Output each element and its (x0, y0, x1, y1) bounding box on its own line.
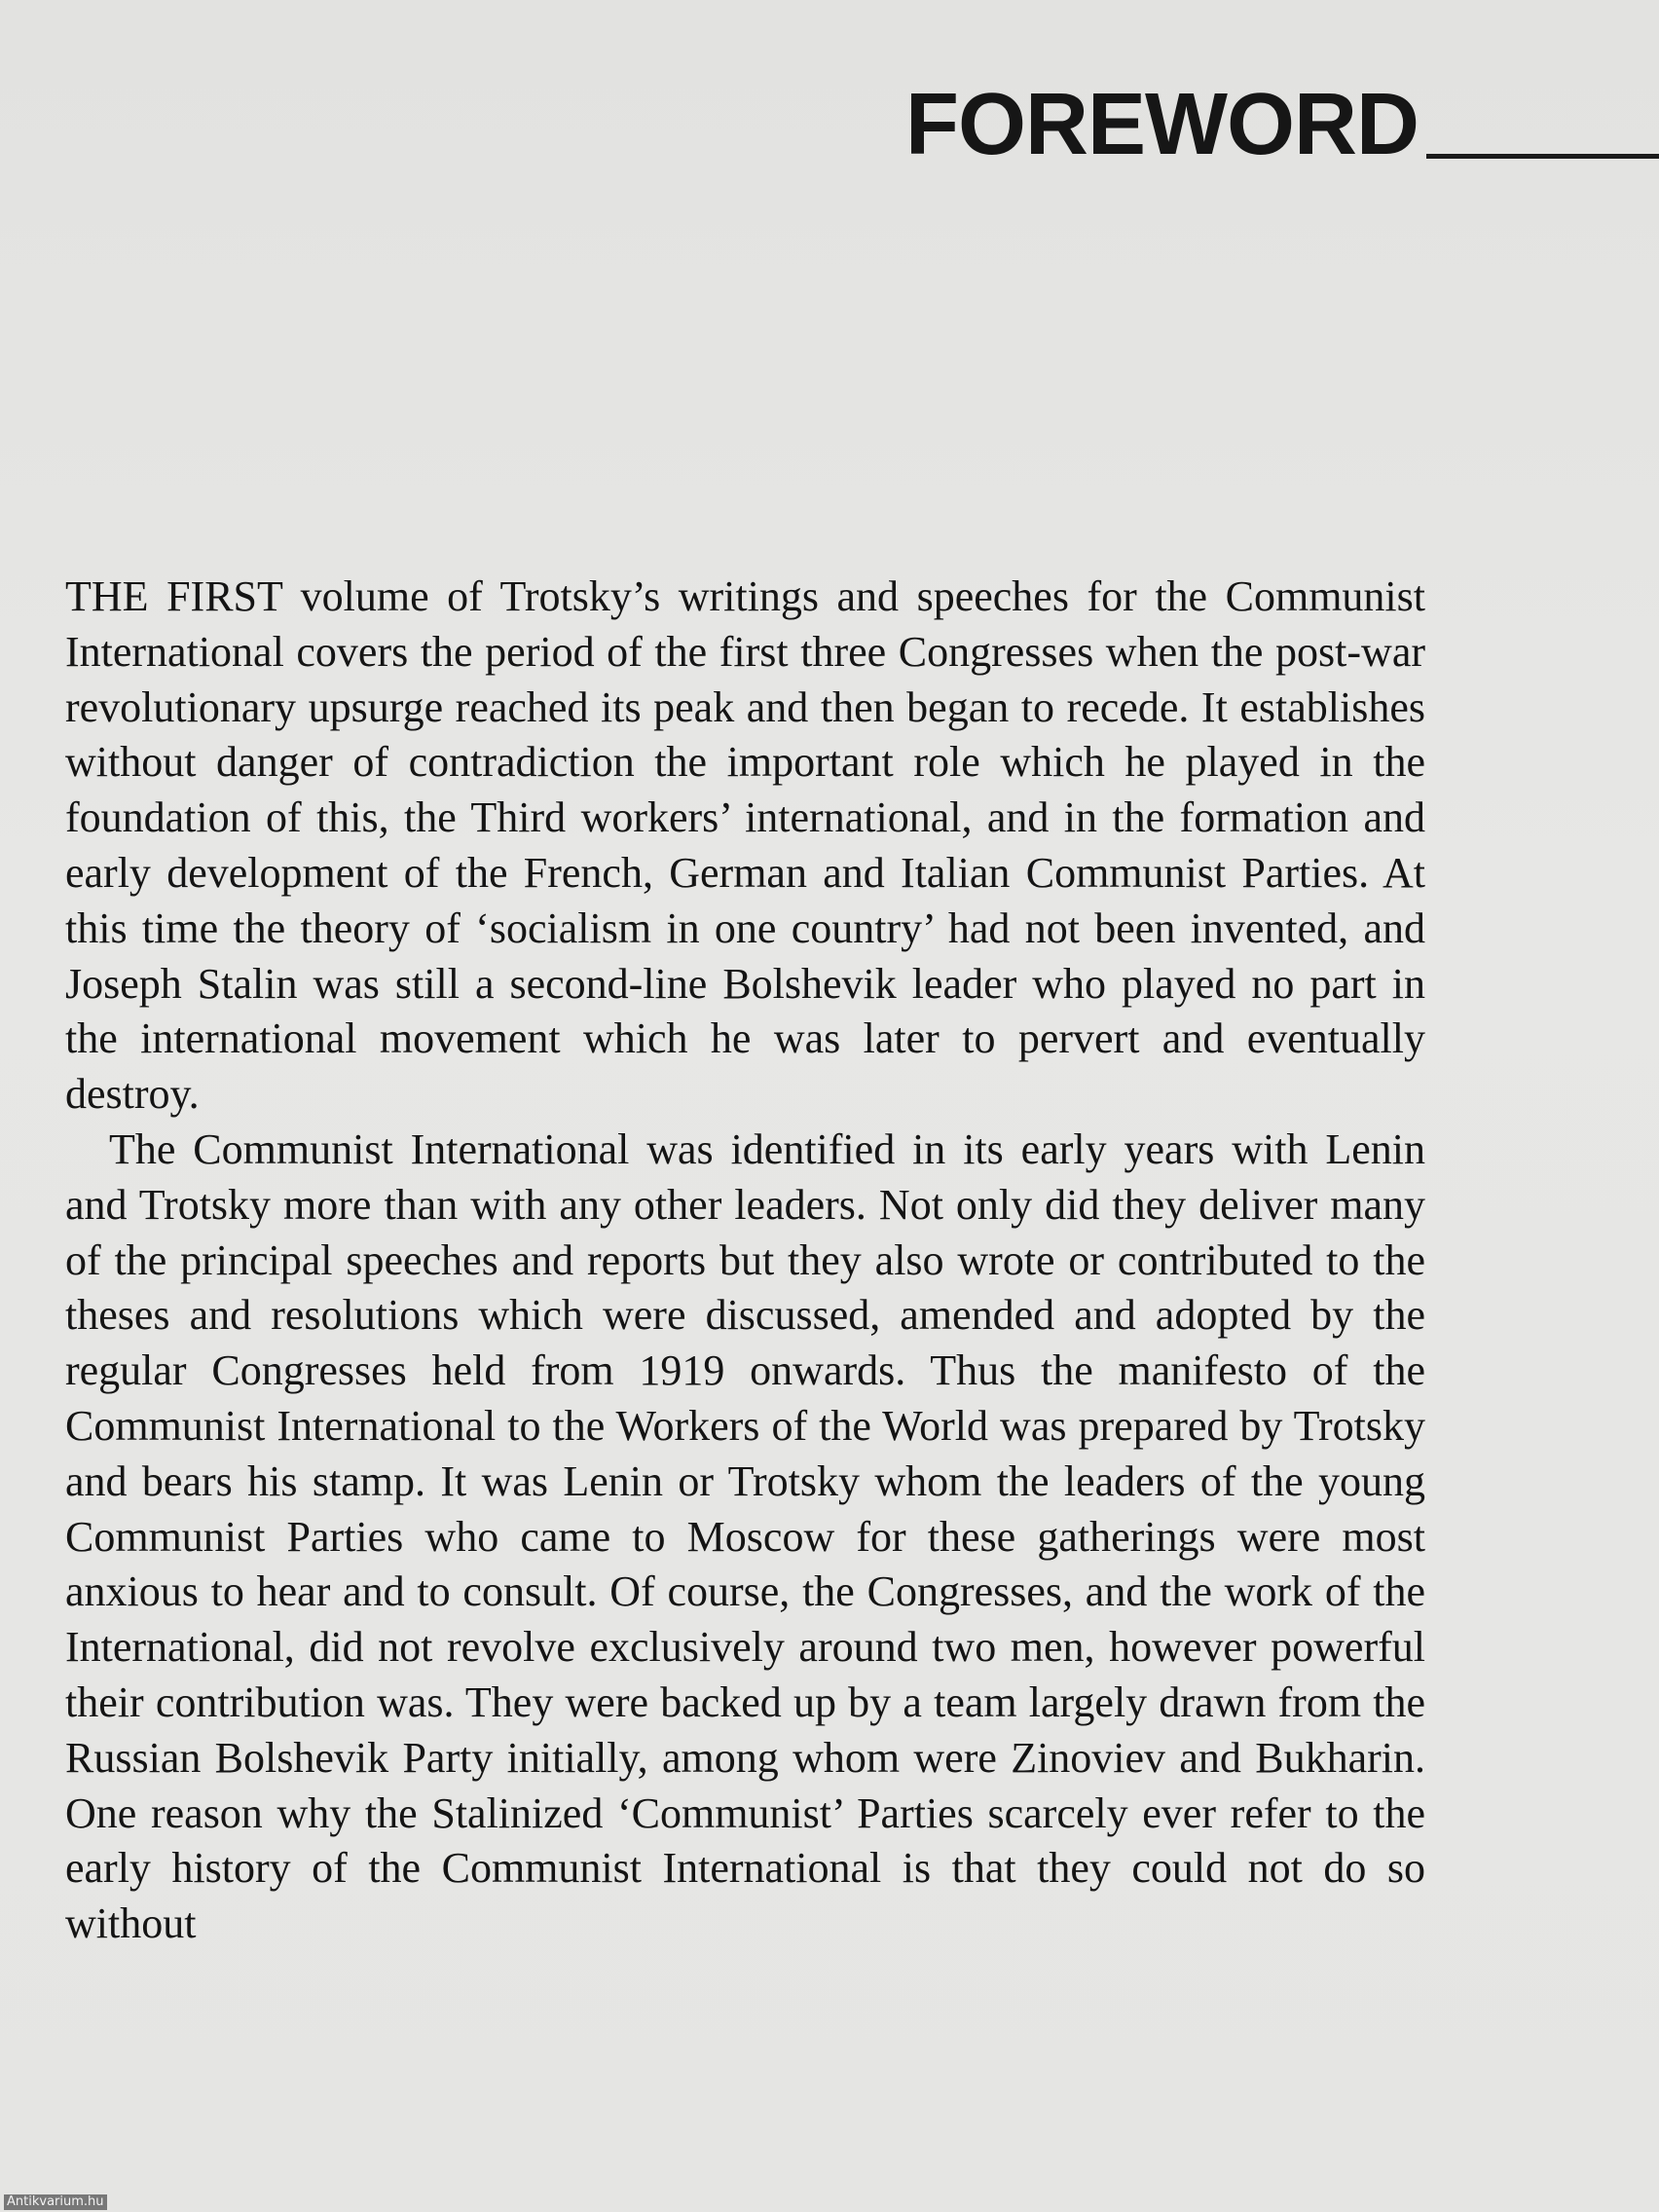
paragraph-1: THE FIRST volume of Trotsky’s writings and speeches for the Communist International covers the period of the first three Congresses when the post-war revolutionary upsurge reached its peak and then began to recede. It establishes without danger of contradiction the important role which he played in the foundation of this, the Third workers’ international, and in the formation and early development of the French, German and Italian Communist Parties. At this time the theory of ‘socialism in one country’ had not been invented, and Joseph Stalin was still a second-line Bolshevik leader who played no part in the international movement which he was later to pervert and eventually destroy. (65, 572, 1425, 1119)
body-text (65, 570, 1425, 1952)
heading-rule (1426, 154, 1659, 159)
page-heading: FOREWORD (905, 76, 1419, 173)
watermark-label: Antikvarium.hu (4, 2194, 107, 2210)
paragraph-2: The Communist International was identified in its early years with Lenin and Trotsky more than with any other leaders. Not only did they deliver many of the principal speeches and reports but they also wrote or contributed to the theses and resolutions which were discussed, amended and adopted by the regular Congresses held from 1919 onwards. Thus the manifesto of the Communist International to the Workers of the World was prepared by Trotsky and bears his stamp. It was Lenin or Trotsky whom the leaders of the young Communist Parties who came to Moscow for these gatherings were most anxious to hear and to consult. Of course, the Congresses, and the work of the International, did not revolve exclusively around two men, however powerful their contribution was. They were backed up by a team largely drawn from the Russian Bolshevik Party initially, among whom were Zinoviev and Bukharin. One reason why the Stalinized ‘Communist’ Parties scarcely ever refer to the early history of the Communist International is that they could not do so without (65, 1124, 1425, 1948)
heading-block (876, 76, 1659, 173)
